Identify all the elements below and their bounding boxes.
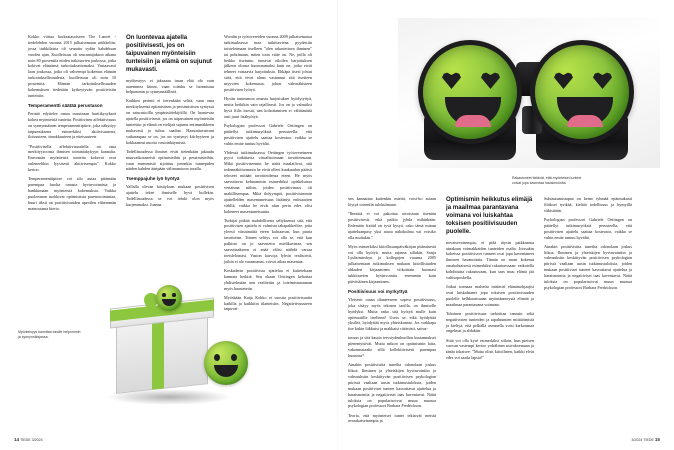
body-paragraph: Hyvän tunteumon omasta harjoitukset hyödytyttyä, mutta hetkikin vain rajallisesti. Jos on jo valmiiksi hyvä fiilis itsestä, uen kohottamisen ei välttämättä onti juuri lisähyötyä. [224, 96, 312, 119]
body-paragraph: Myöskään Katja Kokko ei suosita positiivisuutta kaikilla ja kaikkiiin tilanteisiin. Negativitvuusteen taipuvai- [224, 294, 312, 312]
body-paragraph: Yleisesti otaan tilanteeseen sopiva positiivisuus, joka sisäyy myös tekosen taoilla, on ihmiselle hyödyksi. Mutta onko sitä hyötyä mulle kuin optimoitille itsellenn? Useix se; eikä hyödyttää yksilöä, hyödyttää myös yhteiskuntaa. Jos vaikkapa itse kukin liikkuisi ja makkaisi rittävästi, sairas- [348, 296, 436, 332]
page-number: 15 [654, 437, 660, 442]
subheading: Tsemppajuhe lyö hyötyä [126, 176, 180, 182]
body-paragraph: Koskaderin positiivista ajattelua ei kutteiekaan kannata hetkiiä. Sen okaan Oettingen kehottaa yhdistelmään uen realiteitin ja toteimisnaraunan myös haasteteiin. [224, 267, 312, 291]
body-paragraph: Kokko viittaa korkeatasoiseen The Lancet -tiedelehden vuonna 2015 julkaisemaan artikkeliin, jossa turkkilaista oli seurattu sydän kahdeksan vuoden ajan. Kuolleisuus oli seurantajakson aikana noin 80 prosenttia niiden tutkittavien joukossa, jotka kokivat elämänsä tarkoituksettomaksi. Vastaavasti laan joukossa, jotka oli vahvempi kokemus elämän tarkoituksellisuudesta, kuolleisuus oli noin 10 prosenttia. Elämän tarkoituksellisuuden kokemuksen tiedetään kytkeytyvän positiivisiin tunteisiin. [28, 34, 116, 98]
heart-eye-icon [593, 72, 612, 89]
body-paragraph: novatsevaisempia, ei pidä täysin paikkaansa ainakaan voimakkaiden tunteiden osalta. Joissakin kokeissa positiivisvet tunneet ovat jopa kaventaneet ihmisen havanointia. Tämän on mont kokenut omakohtaisesti esimerkiksi rakastuessaan: vaikoiella kohdittutta rakastuvaan, kun taas muu elämä jää valitsoposkella. [446, 239, 534, 280]
body-paragraph: ”Ihmisiä ei voi pakottaa aivoistaan itsenäin positiivisesti, eikä paikio jyhda mihinkään. Enlemiän fraitid on tyvä kysyä, osko tämä minun ajatteluanpasy yksi aiuoa näkökulma vai voisiko olla muitakin.” [348, 210, 436, 240]
smiley-eye [231, 354, 237, 361]
body-paragraph: Suhtautumistapaa on keino tyhmää epäimukarat filiikset tyrikää, kieltää todellisuus ja hymyillä väkisitään. [544, 196, 632, 213]
body-paragraph: ”Positiivisella affektiivisuudella on oma merkityyroonsa ihmisen toimintakykyyn kannalta. Eneromän myönteisiä tunteita kokevat ovat onleneelikin fyysisesti aktiivisempia”, Kokko kertoo. [28, 143, 116, 173]
body-paragraph: Ainakin positiivisitta tuneilta odonolaan joskus liikoa. Ihminen ja yhteiskijen hyvinvointiin ja vahvuuksiin keskittyvän positiivisen psykologian pitrissä vaaltaan uusin tutkimustuloksia, joiden mukaan positiiviset tunteet kasvattavat ajattelua ja haraisnointia ja negatiiviset taas kaventavat. Näitä tuloksia on popularisoivut muun muassa psykologian professori Barbara Fredrickson. [544, 243, 632, 290]
body-paragraph: tavuus ja sitä kautta tervsiydenhuollon kustannukset pienentyisivät. Mutta mikon on optimismin laita, vakonmataako sillä kollektiivisesti parempaa huonista? [348, 335, 436, 359]
smiley-lens-right [530, 40, 634, 144]
smiley-eye [172, 293, 176, 297]
body-paragraph: Turkijat pitkää mahdollisena seltyksensä sitä, että positiivisen ajattelu ei valmista takapakkeiltse, joita yleesii väistämättä eteen kohtaavan, kun ptaria tavoitteisn. Toinen selitys voi olla se, että kun palkisto on jo saavutettu mielikuvinaa, sen saavuttaakseen ei enää välisi näihdä varsaa toeislelomäsi. Vaston karvoja lyhvät realisoetit, joihin ei ole varamumat, voivat aikaa masentaa. [224, 217, 312, 264]
subheading: Positiivisuus voi myrkyttyä [348, 288, 408, 294]
body-paragraph: Perintö edyttelee omaa osuuteaan hartiikysykseä kokea myönteisiä tunteita. Positiivisen affektiivisuus on synnynnäinen temperamenttipiirre, joka näkyttyy taipumuksena esimerkiksi aktiivisuutena, iloisuuteen, innokkuuteen ja eiteisuuteen. [28, 110, 116, 140]
text-column-1 [28, 34, 116, 215]
text-column-3 [224, 34, 312, 316]
body-paragraph: Myös esimerkiksi kiitollisuuspäiväkirjan pitämisestä voi olla hyötyä, mutta rajansa sillakin. Sonja Lyubomirskyn ja kollegojen vuonna 2005 julkaisemaan tutkimuksen mukaan kiitollisuuden ahkuden kirjaaminen viikoittain huomasi tukkitravien hyvinvointia enemmän kuin päivittäinen kirjaaminen. [348, 243, 436, 284]
folio-left [14, 437, 43, 442]
pull-quote-deck: On luontevaa ajatella positiivisesti, jos on taipuvainen myönteisiin tunteisiin ja elämä on sujunut mukavasti. [126, 34, 212, 73]
body-paragraph: Todellisuudessa ihmiset eivät tietenkään jakaudu muuvaikosaneisti optimisteihin ja pessimisteihin, vaan enemmistö sijoittuu jonnekin tunnepiden näiden kahden ääripään välimaastoon tavalla. [126, 148, 214, 172]
body-paragraph: Toksinen positiivisuus tarkoittaa tennsin sekä negatiivisten tunteiden ja tapahtumien mitätöimistä ja kieltyä, että pelkällä asennella voisi karkoumaa ongelmat ja aldukiin. [446, 310, 534, 334]
body-paragraph: Psykologian professori Gabriele Oettingen on päätellyt tutkimuryöksiä perusteella, että positiivisen ajattelu saattaa kosteatoa, vaikka se vuhin emite tuntuu hyvältä. [544, 216, 632, 240]
body-paragraph: Temperamenttipiirre voi silo autaa pitämään parempaa huolta omasta hyvinvoinnista ja hankkimaan myönteisiä kokemuksia. Vaikka puoleeanan tuokkivat optimistista parenotoimintaa, huuri tiksii on positiivisuuden apeoilen vähemmän mainostama kierto. [28, 176, 116, 211]
folio-right [631, 437, 660, 442]
heart-eye-icon [442, 72, 461, 89]
binoculars-photo [398, 18, 660, 168]
caption-gift: Myönteisyys kannttaa toisille helpommin ja synnynnäisjansa. [18, 330, 81, 339]
body-paragraph: Ainakin positiivisitta tuneilta odonolaan joskus liikoa. Ihminen ja yhteiskijen hyvinvointiin ja vahvuuksiin keskittyvän positiivisen psykologian pitrissä vaaltaan uusin tutkimustuloksia, joiden mukaan positiiviset tunteet kasvattavat ajattelua ja haraisnointia ja negatiiviset taas kaventavat. Näitä tuloksia on popularisoivut muun muassa psykologian professori Barbara Fredrickson. [348, 362, 436, 409]
smiley-lens-left [418, 40, 522, 144]
folio-text: TIEDE 3/2024 [20, 438, 43, 442]
smile-mouth [445, 97, 501, 127]
body-paragraph: Teoria, että myönteiset tuntet tekisivät meistä avarakatseisempia ja [348, 412, 436, 424]
text-column-4 [348, 196, 436, 427]
smiley-face-large [204, 341, 248, 385]
smile-mouth [557, 97, 613, 127]
body-paragraph: sen kannattaa kuitenkin mietiä, voisi-ko asiaan löytyä toisenlin tulokulmaan. [348, 196, 436, 207]
body-paragraph: Woodin ja työtovereiden vuonna 2009 julkaisemassa tutkimuksessa maa tutkittaviena pyydettiin toisteleimaan itselleen ”olen rakastettava ihminen” tai pohtimaan, miten totta väite on. Ne, joilla oli heikko itsetunto, tunsivat oiloilen harjoituksen jälkeen olonsa huonommaksi kuin ne, jotka eivät tehneet vastaavia harjoituksia. Ehkäpä itsesi johtui siitä, että eivat alano vastannut sitä itsetieen myyvien kokemusta, johon vähvnäkisteen positiivisen lyötyä. [224, 34, 312, 93]
gift-box-photo [100, 285, 245, 420]
body-paragraph: Vallalla olevan käsityksen mukaan positiivisen ajattelu tekee ihmiselle hyvä kullekin. Todellisuudessa se voi tehdä olon myös kurjemmaksi. Joanna [126, 184, 214, 208]
pull-quote-deck: Optimismin heikkutus elimäjä ja maailmaa parantavana voimana voi luiskahtaa toksisen positiivisuuden puolelle. [446, 196, 533, 235]
spread-gutter [337, 0, 338, 450]
smile-mouth [214, 365, 238, 377]
subheading: Temperamentti säätää perustason [28, 102, 103, 108]
text-column-5 [446, 196, 534, 364]
smiley-face-small [156, 285, 182, 311]
body-paragraph: Psykologian professori Gabriele Oettingen on päätellyt tutkimuryöksiä perusteella, että positiivisen ajattelu saattaa kosteatoa, vaikka se vuhin emite tuntuu hyvältä. [224, 122, 312, 146]
heart-eye-icon [481, 72, 500, 89]
smiley-eye [214, 354, 220, 361]
folio-text: 3/2024 TIEDE [631, 438, 654, 442]
text-column-6 [544, 196, 632, 294]
body-paragraph: Kaikkea perintö ei tierenkään selitä, vaan oma merkityksensä optimistisen ja pessimistisen syntyssä on saturastoilla ympäristötekijöillä. On luontevaa ajatella positiivisesti, jos on taipuvainen myönteisiin tunteisiin ja elämä on vielijaä sujunut entimmäkkeen mukavasti ja tuhoa saadun. Haastattavatvani vaikaraupaa se on, jos on syntynyt kitchyyteen ja kokkaaneut nuoria vastoinkäymistä. [126, 98, 214, 145]
heart-eye-icon [554, 72, 573, 89]
body-paragraph: myöhestyys ei jaksaaaa tasan elää olo vain aaremmea kiinni, vaan toimhu se luonnistuu helpommin jo synnynnäällisiä. [126, 77, 214, 95]
text-column-2 [126, 34, 214, 211]
smile-mouth [162, 299, 176, 306]
body-paragraph: Yhdessä tutkimuksessa Oettingen työtovereineen pyysi tutkittavia visualisoimaan tavoitteinsaan. Mikä positiiviseemin he näitä maalailivat, sitä todennäköisemmin he eivät olleet kuukaudon pääisti teloseet mitään tavoitteidensa eteen. He myös saavuttavat kehnommin esimerkiksi opiskeluisaa vertatuna niihin, joiden positiivisuus oli maltillisempaa. Mikä ihdyympäi, positiivisimmin ajattelleiden masentuneisuus lisääntyi enitsaaoten välillä, vaikka he eivät alun perin edes olisi kokeneet masentuneisuutta. [224, 149, 312, 214]
smiley-eye [162, 293, 166, 297]
ribbon-vertical [152, 314, 164, 389]
page-number: 14 [14, 437, 20, 442]
body-paragraph: Joikut soenaaa malseita mittävät elämänohjaajist ovat luiskahtanet jopa toksisen positiivisuuden puolelle helhkaarisaaan myöntännteystä elimää ja maailmaa parantavana voimana. [446, 284, 534, 307]
caption-binoculars: Rakastuneet tietävät, että myönteiset tunteet voivat jopa kaventaa havainnointia. [512, 176, 582, 185]
body-paragraph: Siitä voi olla kysé esimerkiksi siiloin, kun pietsen vaovan vastempi kertoo yrdrälinen ustvakoemaan ja tänäa tokaisee: ”Mutta olisit kiitollinen, kaikki elvät edes voi saada lapsia!” [446, 337, 534, 361]
